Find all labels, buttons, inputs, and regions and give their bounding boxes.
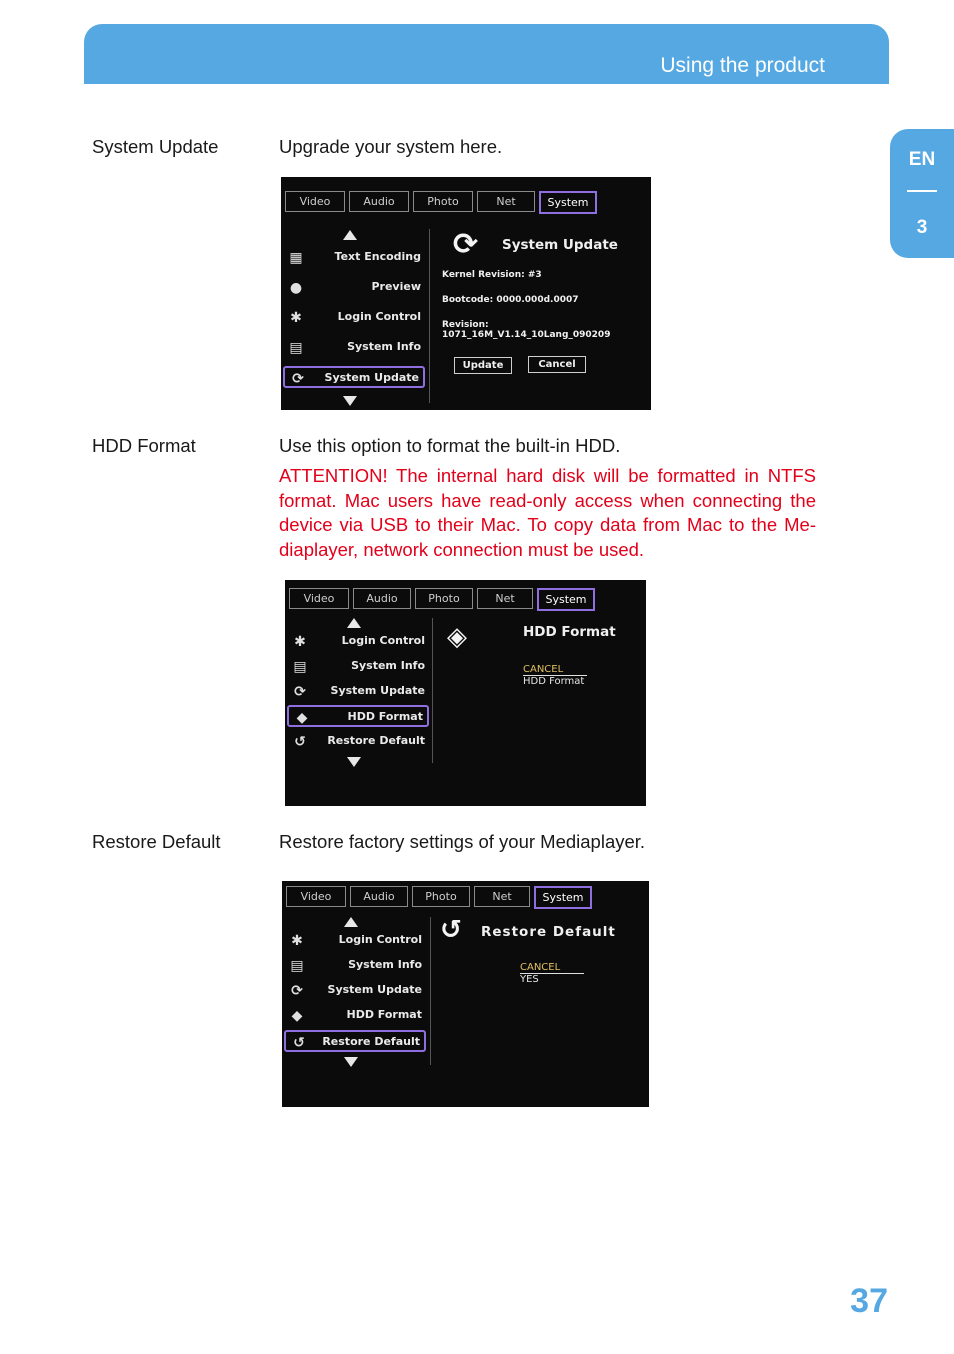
update-button[interactable]: Update [454, 357, 512, 374]
system-info-icon: ▤ [293, 659, 307, 675]
menu-item-system-update[interactable] [283, 366, 425, 388]
panel-title: HDD Format [523, 624, 616, 640]
menu-item-system-update[interactable] [287, 681, 429, 703]
section-label-system-update: System Update [92, 136, 219, 157]
menu-item-label: Preview [371, 280, 421, 293]
tab-video[interactable]: Video [286, 886, 346, 907]
menu-item-label: HDD Format [347, 710, 423, 723]
menu-item-hdd-format[interactable] [284, 1005, 426, 1027]
panel-title: System Update [502, 237, 618, 253]
tab-audio[interactable]: Audio [353, 588, 411, 609]
panel-divider [430, 917, 431, 1065]
menu-item-label: Restore Default [322, 1035, 420, 1048]
tab-system[interactable]: System [537, 588, 595, 611]
menu-item-label: System Update [327, 983, 422, 996]
menu-tabs [289, 588, 595, 611]
menu-tabs [285, 191, 597, 214]
attention-note: ATTENTION! The internal hard disk will be formatted in NTFS format. Mac users have read-only access when connecting the device via USB to their Mac. To copy data from Mac to the Me-diaplayer, network connection must be used. [279, 465, 816, 560]
menu-item-system-info[interactable] [283, 337, 425, 359]
language-tab [890, 129, 954, 258]
header-band [84, 24, 889, 84]
panel-divider [429, 229, 430, 403]
tab-photo[interactable]: Photo [413, 191, 473, 212]
menu-item-system-info[interactable] [284, 955, 426, 977]
login-icon: ✱ [290, 310, 302, 326]
menu-item-label: Login Control [341, 634, 425, 647]
menu-item-login-control[interactable] [287, 631, 429, 653]
tab-system[interactable]: System [539, 191, 597, 214]
text-encoding-icon: ▦ [289, 250, 303, 266]
refresh-icon: ⟳ [294, 684, 306, 700]
menu-item-label: System Info [347, 340, 421, 353]
refresh-icon: ⟳ [291, 983, 303, 999]
login-icon: ✱ [291, 933, 303, 949]
page-number: 37 [850, 1282, 888, 1320]
menu-item-restore-default[interactable] [287, 731, 429, 753]
option-cancel[interactable]: CANCEL [520, 962, 584, 973]
menu-item-label: System Info [348, 958, 422, 971]
kernel-revision: Kernel Revision: #3 [442, 270, 542, 280]
scroll-up-icon[interactable] [347, 618, 361, 628]
refresh-icon: ⟳ [292, 371, 304, 387]
scroll-up-icon[interactable] [343, 230, 357, 240]
scroll-down-icon[interactable] [343, 396, 357, 406]
menu-item-label: Text Encoding [334, 250, 421, 263]
menu-item-system-info[interactable] [287, 656, 429, 678]
language-label: EN [908, 149, 936, 170]
menu-item-text-encoding[interactable] [283, 247, 425, 269]
menu-item-label: System Update [324, 371, 419, 384]
section-desc-system-update: Upgrade your system here. [279, 136, 503, 157]
menu-item-login-control[interactable] [283, 307, 425, 329]
login-icon: ✱ [294, 634, 306, 650]
tab-photo[interactable]: Photo [415, 588, 473, 609]
tab-audio[interactable]: Audio [349, 191, 409, 212]
section-desc-restore-default: Restore factory settings of your Mediaplayer. [279, 831, 646, 852]
section-label-hdd-format: HDD Format [92, 435, 196, 456]
option-cancel[interactable]: CANCEL [523, 664, 587, 675]
option-hdd-format[interactable]: HDD Format [523, 676, 585, 687]
menu-item-label: HDD Format [346, 1008, 422, 1021]
tab-system[interactable]: System [534, 886, 592, 909]
tab-divider [907, 190, 937, 192]
screenshot-hdd-format [285, 580, 646, 806]
menu-item-label: Login Control [337, 310, 421, 323]
refresh-icon: ⟳ [453, 227, 479, 262]
scroll-down-icon[interactable] [344, 1057, 358, 1067]
tab-video[interactable]: Video [289, 588, 349, 609]
restore-icon: ↺ [294, 734, 306, 750]
menu-item-system-update[interactable] [284, 980, 426, 1002]
screenshot-restore-default [282, 881, 649, 1107]
cancel-button[interactable]: Cancel [528, 356, 586, 373]
menu-item-restore-default[interactable] [284, 1030, 426, 1052]
option-yes[interactable]: YES [520, 974, 539, 985]
bootcode: Bootcode: 0000.000d.0007 [442, 295, 579, 305]
revision: Revision: 1071_16M_V1.14_10Lang_090209 [442, 320, 611, 340]
section-label-restore-default: Restore Default [92, 831, 221, 852]
menu-item-label: System Update [330, 684, 425, 697]
menu-item-label: System Info [351, 659, 425, 672]
menu-tabs [286, 886, 592, 909]
menu-item-label: Login Control [338, 933, 422, 946]
restore-icon: ↺ [440, 915, 462, 945]
tab-net[interactable]: Net [477, 588, 533, 609]
tab-audio[interactable]: Audio [350, 886, 408, 907]
scroll-up-icon[interactable] [344, 917, 358, 927]
system-info-icon: ▤ [289, 340, 303, 356]
system-info-icon: ▤ [290, 958, 304, 974]
menu-item-label: Restore Default [327, 734, 425, 747]
restore-icon: ↺ [293, 1035, 305, 1051]
hdd-icon: ◈ [447, 622, 467, 652]
menu-item-hdd-format[interactable] [287, 705, 429, 727]
hdd-icon: ◆ [296, 710, 308, 726]
tab-net[interactable]: Net [474, 886, 530, 907]
menu-item-login-control[interactable] [284, 930, 426, 952]
tab-photo[interactable]: Photo [412, 886, 470, 907]
scroll-down-icon[interactable] [347, 757, 361, 767]
hdd-icon: ◆ [291, 1008, 303, 1024]
panel-divider [432, 618, 433, 763]
tab-video[interactable]: Video [285, 191, 345, 212]
chapter-number: 3 [916, 217, 928, 238]
panel-title: Restore Default [481, 924, 616, 940]
header-title: Using the product [660, 54, 825, 77]
menu-item-preview[interactable] [283, 277, 425, 299]
preview-icon: ● [289, 280, 303, 296]
section-desc-hdd-format: Use this option to format the built-in HDD. [279, 435, 621, 456]
screenshot-system-update [281, 177, 651, 410]
tab-net[interactable]: Net [477, 191, 535, 212]
